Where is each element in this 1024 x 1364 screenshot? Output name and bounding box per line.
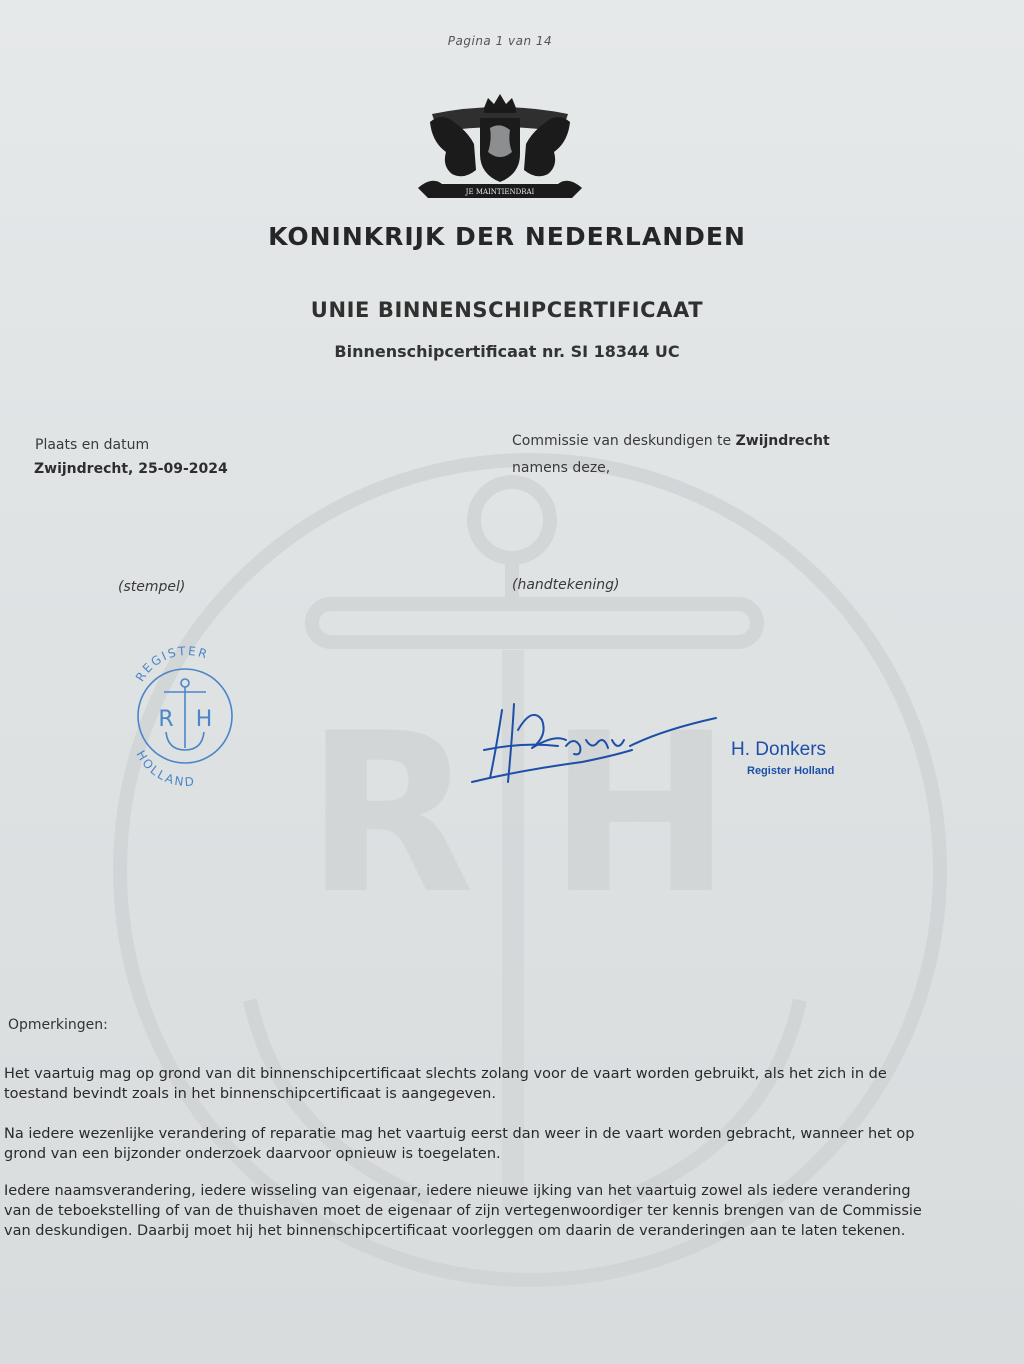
place-date-value: Zwijndrecht, 25-09-2024 — [34, 461, 228, 477]
remarks-paragraph — [4, 1181, 1004, 1241]
commission-place: Zwijndrecht — [735, 433, 830, 449]
remarks-line: Na iedere wezenlijke verandering of reparatie mag het vaartuig eerst dan weer in de vaart worden gebracht, wanneer het op — [4, 1126, 915, 1142]
on-behalf-text: namens deze, — [512, 460, 611, 476]
coat-of-arms-icon — [412, 92, 588, 202]
remarks-line: Het vaartuig mag op grond van dit binnenschipcertificaat slechts zolang voor de vaart worden gebruikt, als het zich in de — [4, 1066, 887, 1082]
handwritten-signature — [462, 690, 732, 800]
remarks-line: Iedere naamsverandering, iedere wisseling van eigenaar, iedere nieuwe ijking van het vaartuig zowel als iedere verandering — [4, 1183, 911, 1199]
svg-text:HOLLAND — [133, 748, 196, 786]
remarks-line: grond van een bijzonder onderzoek daarvoor opnieuw is toegelaten. — [4, 1146, 501, 1162]
stamp-text-top: REGISTER — [132, 643, 211, 684]
remarks-line: toestand bevindt zoals in het binnenschipcertificaat is aangegeven. — [4, 1086, 496, 1102]
country-heading: KONINKRIJK DER NEDERLANDEN — [268, 222, 746, 251]
svg-text:H: H — [547, 686, 733, 942]
motto-text: JE MAINTIENDRAI — [465, 188, 535, 196]
document-title: UNIE BINNENSCHIPCERTIFICAAT — [310, 298, 704, 322]
commission-label: Commissie van deskundigen te — [512, 433, 732, 449]
remarks-paragraph — [4, 1124, 1004, 1164]
svg-text:R: R — [305, 686, 475, 942]
remarks-line: van deskundigen. Daarbij moet hij het binnenschipcertificaat voorleggen om daarin de veranderingen aan te laten tekenen. — [4, 1223, 906, 1239]
stamp-text-bottom: HOLLAND — [133, 748, 197, 786]
remarks-line: van de teboekstelling of van de thuishaven moet de eigenaar of zijn vertegenwoordiger ter kennis brengen van de Commissie — [4, 1203, 922, 1219]
signature-label: (handtekening) — [512, 577, 620, 593]
signer-organization: Register Holland — [747, 765, 835, 777]
stamp-monogram-r: R — [158, 707, 174, 732]
signer-name: H. Donkers — [731, 739, 827, 760]
commission-line — [512, 433, 830, 449]
place-date-label: Plaats en datum — [35, 437, 150, 453]
certificate-number: Binnenschipcertificaat nr. SI 18344 UC — [334, 342, 680, 361]
remarks-paragraph — [4, 1064, 1004, 1104]
watermark-anchor-logo — [100, 440, 960, 1300]
svg-text:REGISTER — [133, 644, 211, 684]
stamp-label: (stempel) — [118, 579, 186, 595]
page-number: Pagina 1 van 14 — [447, 34, 553, 48]
stamp-monogram-h: H — [195, 707, 213, 732]
remarks-heading: Opmerkingen: — [8, 1017, 108, 1033]
register-holland-stamp — [122, 636, 252, 786]
